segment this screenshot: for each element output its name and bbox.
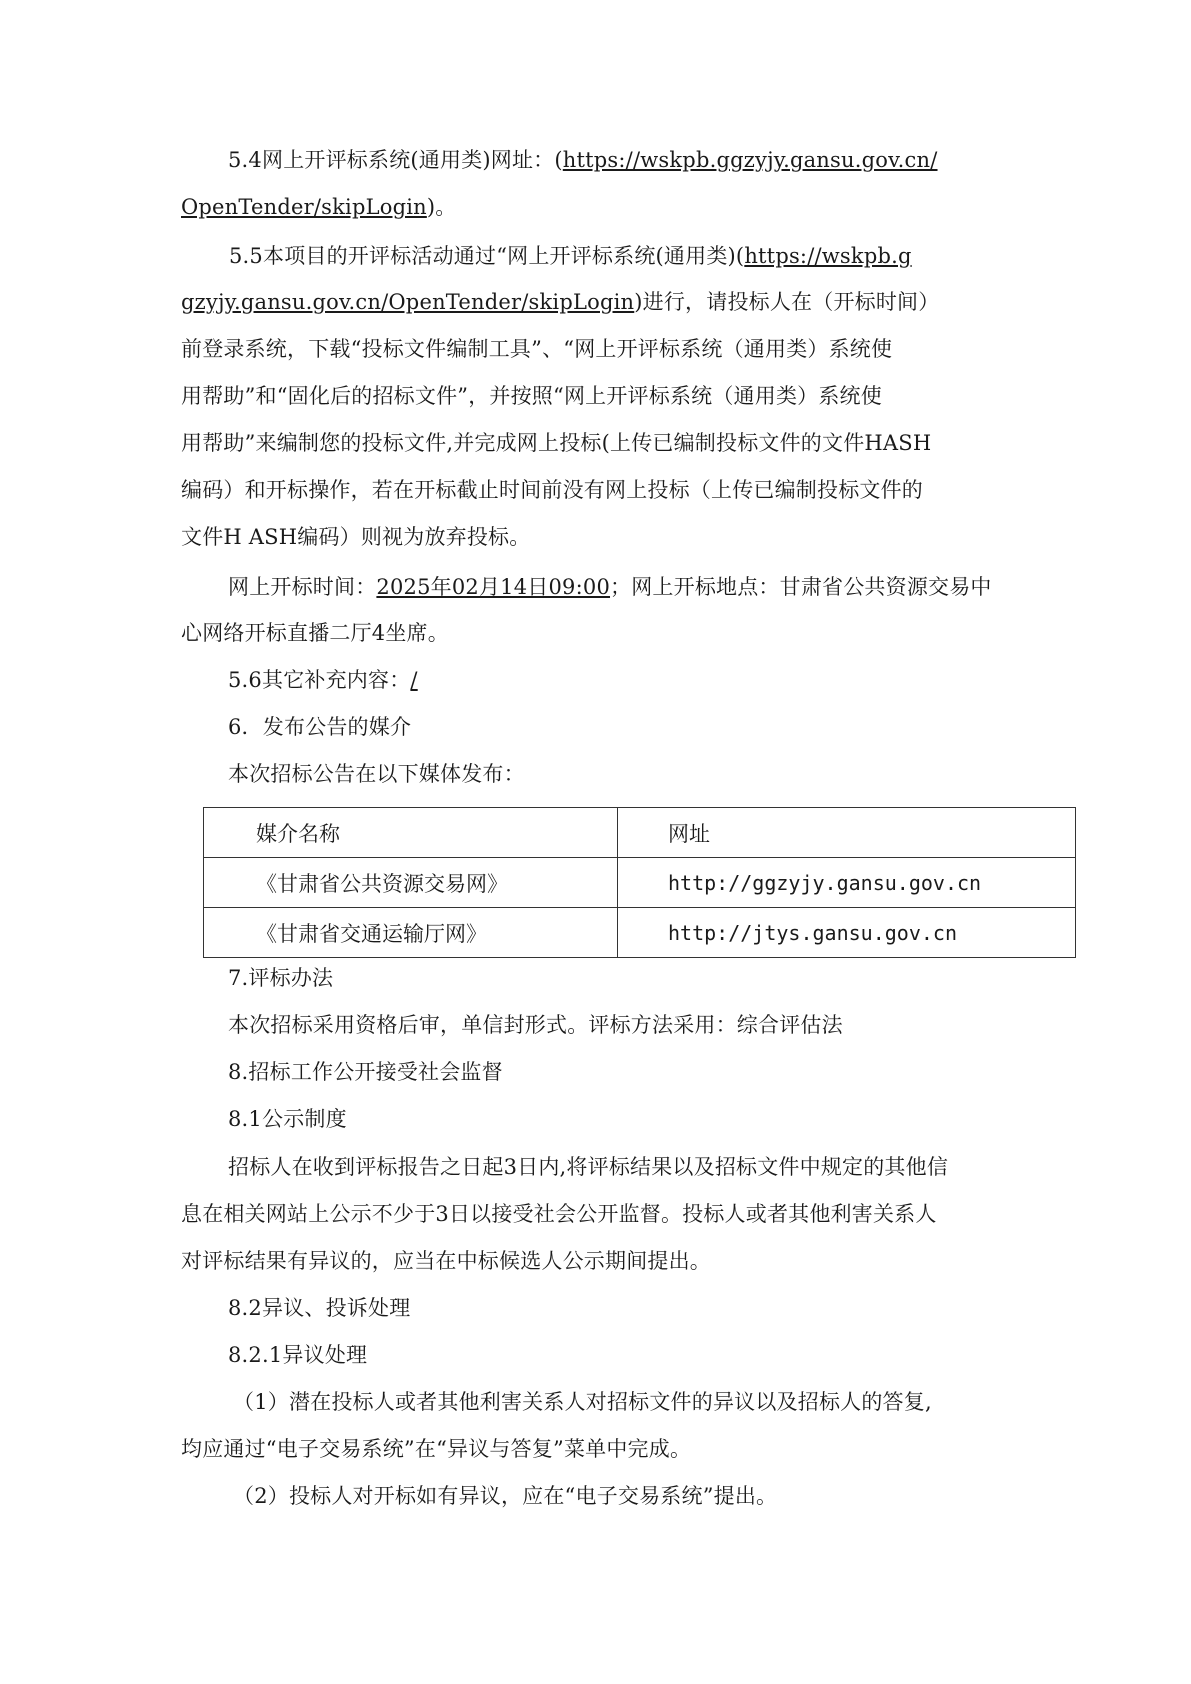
link-url[interactable]: https://wskpb.ggzyjy.gansu.gov.cn/ (562, 148, 938, 172)
table-header-cell: 网址 (618, 808, 1076, 858)
paragraph-8-1-line-2: 息在相关网站上公示不少于3日以接受社会公开监督。投标人或者其他利害关系人 (181, 1202, 937, 1226)
link-url[interactable]: gzyjy.gansu.gov.cn/OpenTender/skipLogin (181, 290, 635, 314)
heading-8-1: 8.1公示制度 (228, 1107, 347, 1131)
media-url-cell[interactable]: http://ggzyjy.gansu.gov.cn (618, 858, 1076, 908)
opening-time-value: 2025年02月14日09:00 (376, 575, 611, 599)
text: )进行，请投标人在（开标时间） (634, 290, 940, 314)
text: ；网上开标地点：甘肃省公共资源交易中 (610, 575, 992, 599)
media-table (203, 807, 1076, 958)
heading-7: 7.评标办法 (228, 966, 334, 990)
text: 5.6其它补充内容： (228, 668, 411, 692)
heading-8-2-1: 8.2.1异议处理 (228, 1343, 368, 1367)
table-header-cell: 媒介名称 (204, 808, 618, 858)
table-row (204, 908, 1076, 958)
paragraph-5-4-line-2 (181, 193, 456, 221)
table-header-row (204, 808, 1076, 858)
paragraph-8-1-line-1: 招标人在收到评标报告之日起3日内,将评标结果以及招标文件中规定的其他信 (228, 1155, 949, 1179)
media-name-cell: 《甘肃省公共资源交易网》 (204, 858, 618, 908)
paragraph-5-5-line-5: 用帮助”来编制您的投标文件,并完成网上投标(上传已编制投标文件的文件HASH (181, 431, 932, 455)
text: 网上开标时间： (228, 575, 377, 599)
table-row (204, 858, 1076, 908)
opening-time-line-2: 心网络开标直播二厅4坐席。 (181, 621, 449, 645)
paragraph-7: 本次招标采用资格后审，单信封形式。评标方法采用：综合评估法 (228, 1013, 843, 1037)
text: )。 (426, 195, 457, 219)
link-url[interactable]: https://wskpb.g (744, 244, 912, 268)
opening-time-line-1 (228, 573, 992, 601)
paragraph-5-6 (228, 666, 418, 694)
paragraph-5-4-line-1 (228, 146, 938, 174)
paragraph-5-5-line-2 (181, 288, 939, 316)
objection-item-1-line-1: （1）潜在投标人或者其他利害关系人对招标文件的异议以及招标人的答复, (233, 1390, 932, 1414)
heading-6: 6．发布公告的媒介 (228, 715, 412, 739)
paragraph-5-5-line-6: 编码）和开标操作，若在开标截止时间前没有网上投标（上传已编制投标文件的 (181, 478, 923, 502)
paragraph-5-5-line-1 (229, 242, 912, 270)
paragraph-5-5-line-4: 用帮助”和“固化后的招标文件”，并按照“网上开评标系统（通用类）系统使 (181, 384, 882, 408)
heading-8-2: 8.2异议、投诉处理 (228, 1296, 411, 1320)
paragraph-5-5-line-7: 文件H ASH编码）则视为放弃投标。 (181, 525, 531, 549)
heading-8: 8.招标工作公开接受社会监督 (228, 1060, 503, 1084)
objection-item-2: （2）投标人对开标如有异议，应在“电子交易系统”提出。 (233, 1484, 778, 1508)
supplement-value: / (410, 668, 418, 692)
paragraph-5-5-line-3: 前登录系统，下载“投标文件编制工具”、“网上开评标系统（通用类）系统使 (181, 337, 893, 361)
text: 5.5本项目的开评标活动通过“网上开评标系统(通用类)( (229, 244, 745, 268)
objection-item-1-line-2: 均应通过“电子交易系统”在“异议与答复”菜单中完成。 (181, 1437, 692, 1461)
paragraph-8-1-line-3: 对评标结果有异议的，应当在中标候选人公示期间提出。 (181, 1249, 711, 1273)
media-intro: 本次招标公告在以下媒体发布： (228, 762, 525, 786)
text: 5.4网上开评标系统(通用类)网址：( (228, 148, 563, 172)
media-name-cell: 《甘肃省交通运输厅网》 (204, 908, 618, 958)
media-url-cell[interactable]: http://jtys.gansu.gov.cn (618, 908, 1076, 958)
link-url[interactable]: OpenTender/skipLogin (181, 195, 427, 219)
